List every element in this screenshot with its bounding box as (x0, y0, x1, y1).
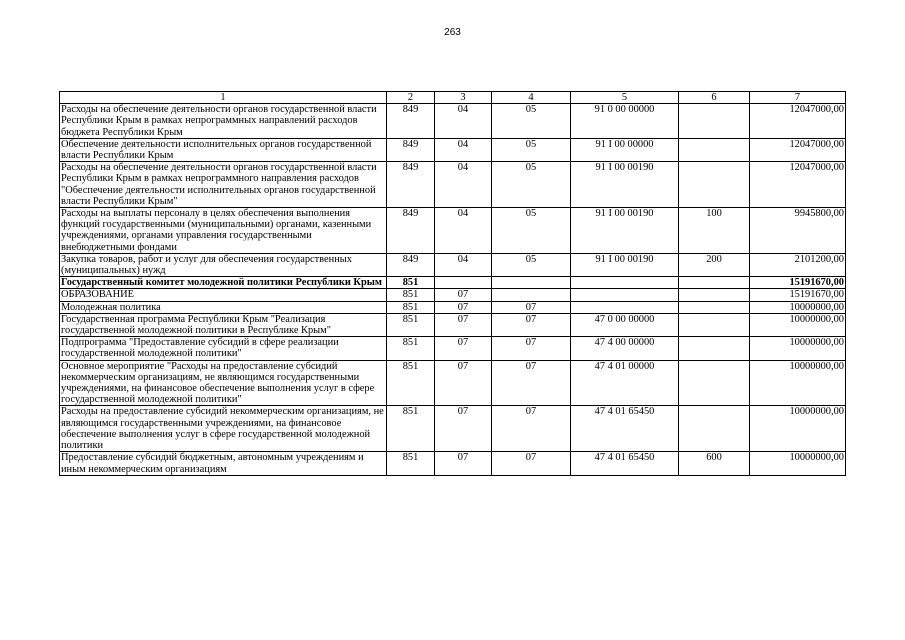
row-amount: 10000000,00 (750, 313, 846, 336)
row-name: Основное мероприятие "Расходы на предоставление субсидий некоммерческим организациям, не являющимся государственными учреждениями, на финансовое обеспечение выполнения услуг в сфере государственной молодежной политики" (60, 360, 387, 406)
row-amount: 12047000,00 (750, 138, 846, 161)
row-expense-type (679, 289, 750, 301)
row-section: 04 (435, 208, 492, 254)
table-row (60, 301, 846, 313)
row-subsection: 07 (492, 313, 571, 336)
header-cell: 1 (60, 92, 387, 104)
header-cell: 3 (435, 92, 492, 104)
table-row (60, 452, 846, 475)
row-name: Расходы на обеспечение деятельности органов государственной власти Республики Крым в рамках непрограммных направлений расходов бюджета Республики Крым (60, 104, 387, 139)
row-name: Молодежная политика (60, 301, 387, 313)
row-admin-code: 849 (387, 253, 435, 276)
row-section: 07 (435, 406, 492, 452)
row-admin-code: 851 (387, 301, 435, 313)
row-admin-code: 849 (387, 208, 435, 254)
row-name: Предоставление субсидий бюджетным, автономным учреждениям и иным некоммерческим организациям (60, 452, 387, 475)
row-target-article: 47 4 01 65450 (571, 406, 679, 452)
row-amount: 10000000,00 (750, 452, 846, 475)
table-row (60, 253, 846, 276)
row-name: Обеспечение деятельности исполнительных органов государственной власти Республики Крым (60, 138, 387, 161)
row-admin-code: 849 (387, 162, 435, 208)
row-name: Расходы на выплаты персоналу в целях обеспечения выполнения функций государственными (муниципальными) органами, казенными учреждениями, органами управления государственными внебюджетными фондами (60, 208, 387, 254)
row-subsection: 05 (492, 208, 571, 254)
row-target-article: 91 I 00 00190 (571, 253, 679, 276)
row-subsection: 07 (492, 337, 571, 360)
row-amount: 10000000,00 (750, 406, 846, 452)
header-cell: 5 (571, 92, 679, 104)
table-row (60, 208, 846, 254)
row-name: Расходы на обеспечение деятельности органов государственной власти Республики Крым в рамках непрограммного направления расходов "Обеспечение деятельности исполнительных органов государственной власти Республики Крым" (60, 162, 387, 208)
header-cell: 7 (750, 92, 846, 104)
row-subsection: 05 (492, 253, 571, 276)
row-expense-type: 600 (679, 452, 750, 475)
row-expense-type: 200 (679, 253, 750, 276)
row-name: Государственная программа Республики Крым "Реализация государственной молодежной политики в Республике Крым" (60, 313, 387, 336)
row-expense-type (679, 313, 750, 336)
row-admin-code: 849 (387, 104, 435, 139)
row-admin-code: 851 (387, 289, 435, 301)
row-target-article: 91 I 00 00000 (571, 138, 679, 161)
row-expense-type (679, 162, 750, 208)
row-expense-type (679, 277, 750, 289)
row-section: 07 (435, 452, 492, 475)
row-amount: 10000000,00 (750, 337, 846, 360)
row-expense-type (679, 138, 750, 161)
row-section: 04 (435, 104, 492, 139)
row-section: 07 (435, 337, 492, 360)
row-expense-type (679, 301, 750, 313)
table-row (60, 360, 846, 406)
table-row (60, 162, 846, 208)
row-amount: 15191670,00 (750, 277, 846, 289)
row-amount: 10000000,00 (750, 360, 846, 406)
table-row (60, 289, 846, 301)
row-name: Подпрограмма "Предоставление субсидий в сфере реализации государственной молодежной политики" (60, 337, 387, 360)
row-subsection: 05 (492, 162, 571, 208)
row-admin-code: 851 (387, 337, 435, 360)
row-target-article: 47 4 01 00000 (571, 360, 679, 406)
row-admin-code: 851 (387, 452, 435, 475)
row-target-article (571, 301, 679, 313)
row-admin-code: 851 (387, 313, 435, 336)
row-subsection: 07 (492, 301, 571, 313)
row-target-article: 91 I 00 00190 (571, 208, 679, 254)
row-subsection: 05 (492, 138, 571, 161)
row-admin-code: 851 (387, 277, 435, 289)
row-name: Закупка товаров, работ и услуг для обеспечения государственных (муниципальных) нужд (60, 253, 387, 276)
row-amount: 2101200,00 (750, 253, 846, 276)
row-section: 04 (435, 138, 492, 161)
row-name: Государственный комитет молодежной политики Республики Крым (60, 277, 387, 289)
table-row (60, 138, 846, 161)
row-subsection: 07 (492, 406, 571, 452)
page-number: 263 (444, 27, 461, 38)
table-row (60, 277, 846, 289)
row-target-article (571, 277, 679, 289)
row-section: 04 (435, 162, 492, 208)
row-amount: 9945800,00 (750, 208, 846, 254)
budget-table (59, 91, 846, 476)
row-name: Расходы на предоставление субсидий некоммерческим организациям, не являющимся государственными учреждениями, на финансовое обеспечение выполнения услуг в сфере государственной молодежной политики (60, 406, 387, 452)
row-expense-type (679, 104, 750, 139)
table-row (60, 406, 846, 452)
row-target-article: 47 4 01 65450 (571, 452, 679, 475)
row-amount: 12047000,00 (750, 162, 846, 208)
table-row (60, 337, 846, 360)
row-section: 04 (435, 253, 492, 276)
row-section: 07 (435, 360, 492, 406)
table-row (60, 313, 846, 336)
row-amount: 12047000,00 (750, 104, 846, 139)
row-target-article: 47 4 00 00000 (571, 337, 679, 360)
row-amount: 15191670,00 (750, 289, 846, 301)
row-subsection: 07 (492, 452, 571, 475)
row-subsection (492, 277, 571, 289)
row-target-article: 91 0 00 00000 (571, 104, 679, 139)
header-cell: 4 (492, 92, 571, 104)
row-subsection: 05 (492, 104, 571, 139)
row-section: 07 (435, 301, 492, 313)
row-target-article: 91 I 00 00190 (571, 162, 679, 208)
row-expense-type (679, 337, 750, 360)
row-expense-type: 100 (679, 208, 750, 254)
row-amount: 10000000,00 (750, 301, 846, 313)
row-section (435, 277, 492, 289)
row-admin-code: 851 (387, 406, 435, 452)
row-admin-code: 849 (387, 138, 435, 161)
row-expense-type (679, 360, 750, 406)
row-admin-code: 851 (387, 360, 435, 406)
row-expense-type (679, 406, 750, 452)
row-subsection: 07 (492, 360, 571, 406)
row-subsection (492, 289, 571, 301)
row-name: ОБРАЗОВАНИЕ (60, 289, 387, 301)
row-target-article (571, 289, 679, 301)
header-cell: 2 (387, 92, 435, 104)
table-row (60, 104, 846, 139)
row-section: 07 (435, 289, 492, 301)
header-cell: 6 (679, 92, 750, 104)
row-section: 07 (435, 313, 492, 336)
header-row (60, 92, 846, 104)
row-target-article: 47 0 00 00000 (571, 313, 679, 336)
